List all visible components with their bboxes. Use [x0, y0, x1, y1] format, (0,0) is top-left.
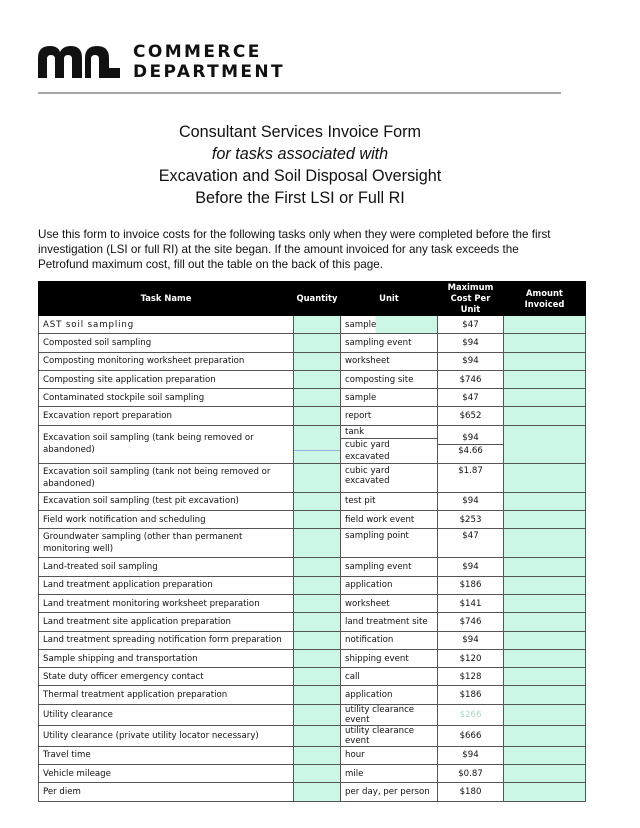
- header: [38, 42, 598, 82]
- amount-invoiced-input[interactable]: [504, 492, 586, 510]
- quantity-input[interactable]: [294, 725, 341, 746]
- table-row: [39, 725, 586, 746]
- amount-invoiced-input[interactable]: [504, 746, 586, 764]
- table-header-row: [39, 282, 586, 316]
- header-unit: Unit: [341, 282, 438, 316]
- unit-cell: land treatment site: [341, 613, 438, 631]
- quantity-input[interactable]: [294, 316, 341, 334]
- department-name: [133, 42, 285, 82]
- amount-invoiced-input[interactable]: [504, 352, 586, 370]
- quantity-input[interactable]: [294, 389, 341, 407]
- task-name-cell: Land treatment site application preparation: [39, 613, 294, 631]
- unit-cell: field work event: [341, 511, 438, 529]
- max-cost-top: $94: [438, 432, 503, 445]
- task-name-cell: Excavation report preparation: [39, 407, 294, 425]
- task-name-cell: State duty officer emergency contact: [39, 668, 294, 686]
- table-row: [39, 352, 586, 370]
- amount-invoiced-input[interactable]: [504, 783, 586, 801]
- amount-invoiced-input[interactable]: [504, 389, 586, 407]
- max-cost-cell: $94: [438, 558, 504, 576]
- quantity-input[interactable]: [294, 407, 341, 425]
- table-row: [39, 425, 586, 463]
- unit-cell-top: tank: [341, 426, 437, 439]
- task-name-cell: Vehicle mileage: [39, 765, 294, 783]
- table-row: [39, 389, 586, 407]
- max-cost-cell: $186: [438, 686, 504, 704]
- amount-invoiced-input[interactable]: [504, 725, 586, 746]
- form-title: [40, 121, 560, 209]
- unit-cell: notification: [341, 631, 438, 649]
- max-cost-cell: $266: [438, 704, 504, 725]
- quantity-input[interactable]: [294, 746, 341, 764]
- quantity-input[interactable]: [294, 425, 341, 463]
- table-row: [39, 631, 586, 649]
- title-line-2: for tasks associated with: [211, 145, 389, 163]
- table-row: [39, 649, 586, 667]
- unit-cell-bottom: cubic yard excavated: [345, 439, 390, 462]
- unit-cell: cubic yard excavated: [341, 463, 438, 492]
- header-amount-invoiced: Amount Invoiced: [504, 282, 586, 316]
- task-name-cell: Composting site application preparation: [39, 370, 294, 388]
- table-row: [39, 463, 586, 492]
- amount-invoiced-input[interactable]: [504, 334, 586, 352]
- amount-invoiced-input[interactable]: [504, 316, 586, 334]
- logo-line-2: DEPARTMENT: [133, 62, 286, 82]
- quantity-input[interactable]: [294, 463, 341, 492]
- table-row: [39, 783, 586, 801]
- task-name-cell: Composted soil sampling: [39, 334, 294, 352]
- table-row: [39, 511, 586, 529]
- unit-cell: hour: [341, 746, 438, 764]
- table-row: [39, 316, 586, 334]
- title-line-3: Excavation and Soil Disposal Oversight: [158, 167, 442, 185]
- header-quantity: Quantity: [294, 282, 341, 316]
- quantity-input[interactable]: [294, 334, 341, 352]
- unit-cell: application: [341, 686, 438, 704]
- task-name-cell: Excavation soil sampling (tank not being removed or abandoned): [39, 463, 294, 492]
- max-cost-bottom: $4.66: [458, 445, 483, 456]
- quantity-input[interactable]: [294, 631, 341, 649]
- amount-invoiced-input[interactable]: [504, 576, 586, 594]
- header-max-cost: Maximum Cost Per Unit: [438, 282, 504, 316]
- unit-cell: composting site: [341, 370, 438, 388]
- unit-cell: utility clearance event: [341, 704, 438, 725]
- task-name-cell: Utility clearance: [39, 704, 294, 725]
- task-name-cell: Composting monitoring worksheet preparation: [39, 352, 294, 370]
- title-line-4: Before the First LSI or Full RI: [195, 189, 405, 207]
- unit-cell: sampling point: [341, 529, 438, 558]
- quantity-input[interactable]: [294, 529, 341, 558]
- intro-paragraph: [38, 227, 566, 272]
- table-row: [39, 594, 586, 612]
- amount-invoiced-input[interactable]: [504, 594, 586, 612]
- task-name-cell: Sample shipping and transportation: [39, 649, 294, 667]
- amount-invoiced-input[interactable]: [504, 668, 586, 686]
- task-name-cell: AST soil sampling: [39, 316, 294, 334]
- quantity-input[interactable]: [294, 613, 341, 631]
- table-row: [39, 686, 586, 704]
- max-cost-cell: $120: [438, 649, 504, 667]
- unit-cell: call: [341, 668, 438, 686]
- quantity-input[interactable]: [294, 668, 341, 686]
- unit-cell: sample: [341, 389, 438, 407]
- quantity-input[interactable]: [294, 492, 341, 510]
- header-task-name: Task Name: [39, 282, 294, 316]
- table-row: [39, 704, 586, 725]
- amount-invoiced-input[interactable]: [504, 649, 586, 667]
- task-name-cell: Groundwater sampling (other than permanent monitoring well): [39, 529, 294, 558]
- quantity-input[interactable]: [294, 558, 341, 576]
- unit-cell: [341, 425, 438, 463]
- max-cost-cell: $746: [438, 613, 504, 631]
- unit-cell: sampling event: [341, 558, 438, 576]
- amount-invoiced-input[interactable]: [504, 686, 586, 704]
- amount-invoiced-input[interactable]: [504, 631, 586, 649]
- max-cost-cell: $186: [438, 576, 504, 594]
- unit-cell: per day, per person: [341, 783, 438, 801]
- unit-cell: mile: [341, 765, 438, 783]
- task-name-cell: Land treatment monitoring worksheet preparation: [39, 594, 294, 612]
- unit-cell: worksheet: [341, 594, 438, 612]
- max-cost-cell: $47: [438, 529, 504, 558]
- task-name-cell: Land treatment spreading notification form preparation: [39, 631, 294, 649]
- max-cost-cell: $0.87: [438, 765, 504, 783]
- max-cost-cell: $94: [438, 746, 504, 764]
- intro-text-1: Use this form to invoice costs for the following tasks only when they were completed: [38, 228, 476, 241]
- table-body: [39, 316, 586, 802]
- amount-invoiced-input[interactable]: [504, 370, 586, 388]
- max-cost-cell: $128: [438, 668, 504, 686]
- logo-line-1: COMMERCE: [133, 42, 262, 62]
- table-row: [39, 668, 586, 686]
- task-name-cell: Excavation soil sampling (test pit excavation): [39, 492, 294, 510]
- max-cost-cell: $94: [438, 352, 504, 370]
- amount-invoiced-input[interactable]: [504, 765, 586, 783]
- task-name-cell: Land treatment application preparation: [39, 576, 294, 594]
- max-cost-cell: $94: [438, 631, 504, 649]
- unit-cell: sample: [341, 316, 438, 334]
- task-name-cell: Contaminated stockpile soil sampling: [39, 389, 294, 407]
- table-row: [39, 746, 586, 764]
- unit-cell: sampling event: [341, 334, 438, 352]
- max-cost-cell: $1.87: [438, 463, 504, 492]
- table-row: [39, 613, 586, 631]
- task-name-cell: Utility clearance (private utility locator necessary): [39, 725, 294, 746]
- intro-text-2: . If the amount invoiced for any task exceeds the Petrofund maximum cost, fill out the table on the back of this page.: [38, 243, 519, 271]
- amount-invoiced-input[interactable]: [504, 425, 586, 463]
- max-cost-cell: [438, 425, 504, 463]
- unit-cell: shipping event: [341, 649, 438, 667]
- amount-invoiced-input[interactable]: [504, 704, 586, 725]
- table-row: [39, 529, 586, 558]
- max-cost-cell: $94: [438, 492, 504, 510]
- amount-invoiced-input[interactable]: [504, 407, 586, 425]
- task-name-cell: Field work notification and scheduling: [39, 511, 294, 529]
- intro-emphasis: before the first investigation (LSI or full RI) at the site began: [38, 228, 551, 256]
- table-row: [39, 334, 586, 352]
- task-name-cell: Excavation soil sampling (tank being removed or abandoned): [39, 425, 294, 463]
- amount-invoiced-input[interactable]: [504, 558, 586, 576]
- unit-cell: test pit: [341, 492, 438, 510]
- table-row: [39, 765, 586, 783]
- max-cost-cell: $180: [438, 783, 504, 801]
- title-line-1: Consultant Services Invoice Form: [178, 123, 421, 141]
- unit-cell: worksheet: [341, 352, 438, 370]
- task-name-cell: Travel time: [39, 746, 294, 764]
- quantity-input[interactable]: [294, 765, 341, 783]
- quantity-input[interactable]: [294, 704, 341, 725]
- max-cost-cell: $253: [438, 511, 504, 529]
- max-cost-cell: $652: [438, 407, 504, 425]
- table-row: [39, 492, 586, 510]
- header-divider: [38, 92, 561, 94]
- invoice-table: [38, 281, 586, 802]
- table-row: [39, 407, 586, 425]
- quantity-input[interactable]: [294, 594, 341, 612]
- quantity-input[interactable]: [294, 576, 341, 594]
- task-name-cell: Thermal treatment application preparation: [39, 686, 294, 704]
- amount-invoiced-input[interactable]: [504, 463, 586, 492]
- table-row: [39, 576, 586, 594]
- table-row: [39, 370, 586, 388]
- unit-cell: report: [341, 407, 438, 425]
- max-cost-cell: $47: [438, 389, 504, 407]
- quantity-input[interactable]: [294, 783, 341, 801]
- max-cost-cell: $94: [438, 334, 504, 352]
- quantity-input[interactable]: [294, 370, 341, 388]
- unit-cell: application: [341, 576, 438, 594]
- quantity-input[interactable]: [294, 649, 341, 667]
- amount-invoiced-input[interactable]: [504, 511, 586, 529]
- minnesota-mn-logo-icon: [38, 44, 120, 80]
- quantity-input[interactable]: [294, 686, 341, 704]
- max-cost-cell: $666: [438, 725, 504, 746]
- task-name-cell: Land-treated soil sampling: [39, 558, 294, 576]
- task-name-cell: Per diem: [39, 783, 294, 801]
- quantity-input[interactable]: [294, 352, 341, 370]
- table-row: [39, 558, 586, 576]
- amount-invoiced-input[interactable]: [504, 529, 586, 558]
- unit-cell: utility clearance event: [341, 725, 438, 746]
- max-cost-cell: $141: [438, 594, 504, 612]
- max-cost-cell: $746: [438, 370, 504, 388]
- quantity-input[interactable]: [294, 511, 341, 529]
- amount-invoiced-input[interactable]: [504, 613, 586, 631]
- max-cost-cell: $47: [438, 316, 504, 334]
